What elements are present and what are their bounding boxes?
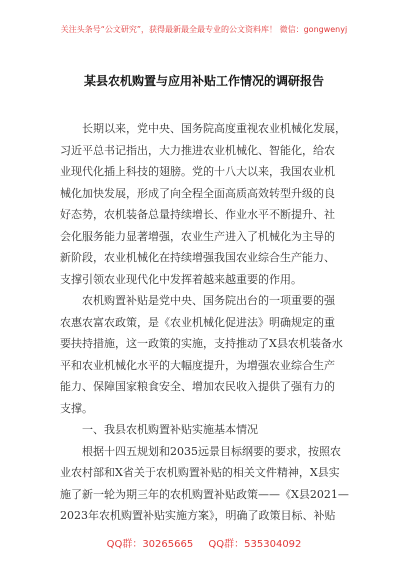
section-heading: 一、我县农机购置补贴实施基本情况 bbox=[60, 423, 258, 436]
body-line: 农惠农富农政策，是《农业机械化促进法》明确规定的重 bbox=[60, 315, 335, 329]
body-line: 平和农业机械化水平的大幅度提升，为增强农业综合生产 bbox=[60, 358, 335, 372]
body-line: 习近平总书记指出，大力推进农业机械化、智能化，给农 bbox=[60, 143, 335, 157]
body-line: 好态势，农机装备总量持续增长、作业水平不断提升、社 bbox=[60, 208, 335, 221]
document-title: 某县农机购置与应用补贴工作情况的调研报告 bbox=[83, 74, 324, 88]
body-line: 新阶段，农业机械化在持续增强我国农业综合生产能力、 bbox=[60, 251, 335, 264]
body-line: 会化服务能力显著增强，农业生产进入了机械化为主导的 bbox=[60, 229, 335, 243]
body-line: 支撑引领农业现代化中发挥着越来越重要的作用。 bbox=[60, 272, 302, 286]
body-line: 根据十四五规划和2035远景目标纲要的要求，按照农 bbox=[60, 444, 341, 458]
qq-group-2: QQ群：535304092 bbox=[208, 539, 302, 550]
body-line: 支撑。 bbox=[60, 401, 93, 415]
body-line: 2023年农机购置补贴实施方案》，明确了政策目标、补贴 bbox=[60, 509, 336, 522]
body-line: 业农村部和X省关于农机购置补贴的相关文件精神，X县实 bbox=[60, 466, 340, 479]
header-note: 关注头条号“公文研究”，获得最新最全最专业的公文资料库！ 微信：gongwenyj bbox=[60, 25, 348, 34]
body-line: 业现代化插上科技的翅膀。党的十八大以来，我国农业机 bbox=[60, 165, 335, 178]
body-line: 能力、保障国家粮食安全、增加农民收入提供了强有力的 bbox=[60, 380, 335, 393]
body-line: 械化加快发展，形成了向全程全面高质高效转型升级的良 bbox=[60, 186, 335, 200]
body-line: 农机购置补贴是党中央、国务院出台的一项重要的强 bbox=[60, 294, 335, 307]
qq-group-1: QQ群：30265665 bbox=[106, 539, 194, 550]
document-body bbox=[60, 118, 356, 527]
body-line: 要扶持措施，这一政策的实施，支持推动了X县农机装备水 bbox=[60, 337, 343, 350]
footer-contacts bbox=[0, 535, 408, 550]
body-line: 施了新一轮为期三年的农机购置补贴政策——《X县2021— bbox=[60, 487, 349, 501]
body-line: 长期以来，党中央、国务院高度重视农业机械化发展， bbox=[60, 122, 346, 135]
